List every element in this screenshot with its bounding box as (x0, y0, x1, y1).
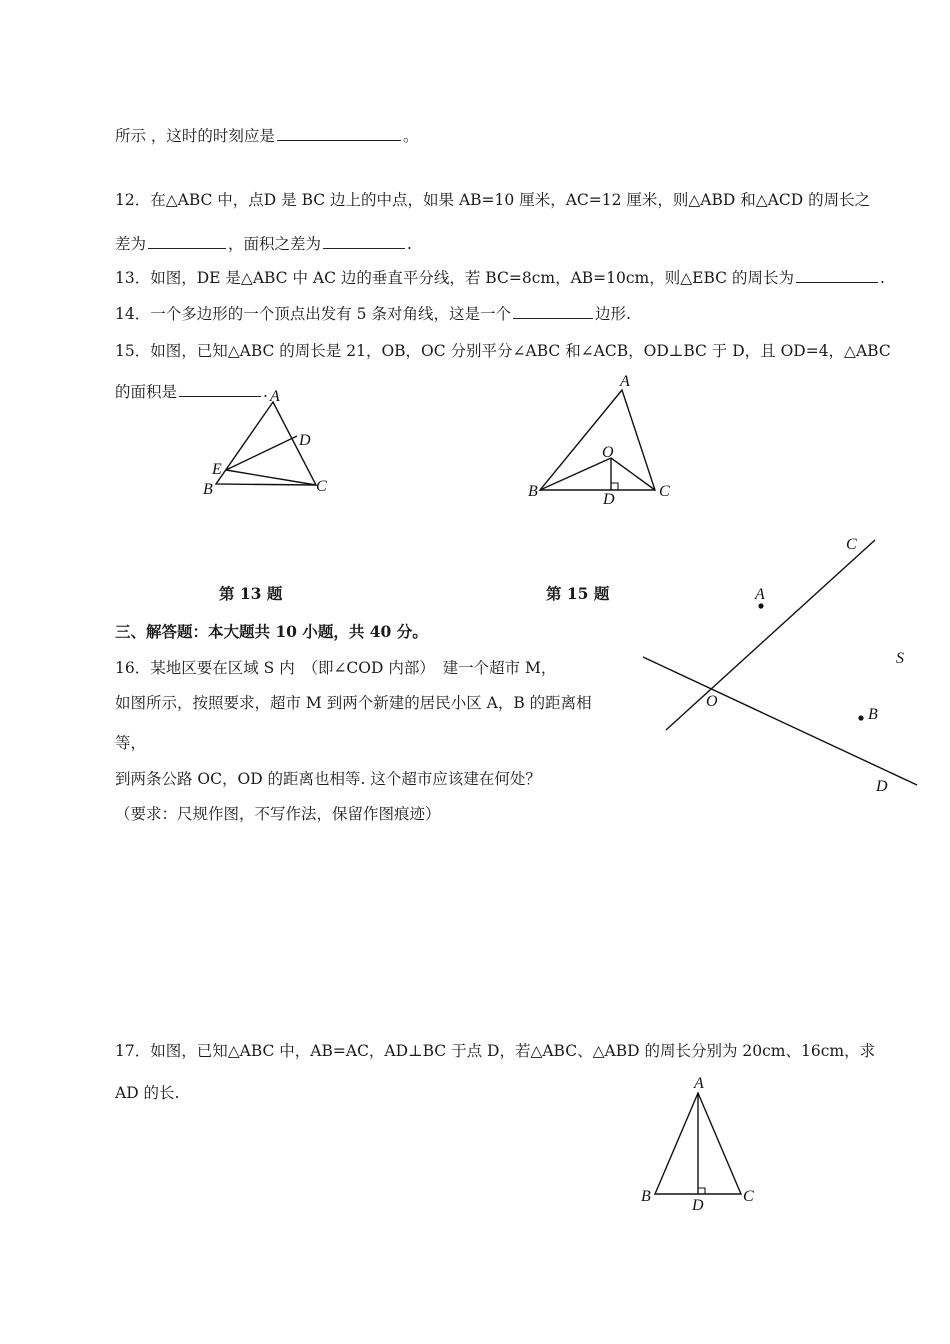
fig13-label-d: D (299, 432, 311, 449)
q13-blank[interactable] (796, 267, 878, 283)
q16-line5: （要求：尺规作图，不写作法，保留作图痕迹） (115, 805, 441, 823)
q13-end: . (879, 269, 885, 287)
q17-line2: AD 的长. (115, 1084, 180, 1102)
fig15-label-a: A (620, 373, 630, 390)
q11-answer-blank[interactable] (277, 125, 401, 141)
figure-q15 (520, 370, 680, 510)
q13-line (115, 266, 885, 288)
fig13-segment-ec (226, 470, 316, 485)
q16-line1: 16．某地区要在区域 S 内 （即∠COD 内部） 建一个超市 M， (115, 659, 557, 677)
fig16-label-o: O (706, 693, 718, 710)
caption-q13: 第 13 题 (219, 584, 283, 603)
fig17-label-a: A (694, 1075, 704, 1092)
figure-q16 (640, 530, 925, 805)
fig16-label-b: B (868, 706, 878, 723)
fig15-label-c: C (659, 483, 670, 500)
fig15-segment-ob (540, 458, 611, 490)
fig13-label-c: C (316, 478, 327, 495)
caption-q15: 第 15 题 (546, 584, 610, 603)
q12-text-c: . (407, 235, 412, 253)
fig13-label-a: A (270, 388, 280, 405)
q15-end: . (263, 383, 268, 401)
figure-q17 (630, 1070, 770, 1220)
q12-blank-area[interactable] (323, 233, 405, 249)
fig16-label-d: D (876, 778, 888, 795)
q15-text: 的面积是 (115, 383, 178, 401)
q16-line2: 如图所示，按照要求，超市 M 到两个新建的居民小区 A，B 的距离相 (115, 694, 592, 712)
q11-tail-text: 所示 ，这时的时刻应是 (115, 127, 275, 145)
fig15-right-angle-mark (611, 483, 618, 490)
q12-text-b: ，面积之差为 (228, 235, 322, 253)
q11-tail-end: 。 (402, 127, 419, 145)
fig15-label-d: D (603, 491, 615, 508)
fig16-label-s: S (896, 650, 904, 667)
q14-line (115, 302, 631, 324)
fig15-triangle-abc (540, 390, 655, 490)
fig13-label-e: E (212, 461, 222, 478)
fig17-right-angle-mark (698, 1188, 705, 1194)
q11-tail-line (115, 124, 418, 146)
q12-blank-perimeter[interactable] (148, 233, 226, 249)
q17-line1: 17．如图，已知△ABC 中，AB=AC，AD⊥BC 于点 D，若△ABC、△ABD 的周长分别为 20cm、16cm，求 (115, 1042, 876, 1060)
fig17-label-d: D (692, 1197, 704, 1214)
fig16-ray-oc (666, 540, 875, 730)
fig16-point-a (758, 603, 763, 608)
fig13-segment-ed (226, 436, 297, 470)
fig17-label-c: C (743, 1188, 754, 1205)
fig17-label-b: B (641, 1188, 651, 1205)
q16-line4: 到两条公路 OC，OD 的距离也相等. 这个超市应该建在何处？ (115, 770, 541, 788)
fig15-label-b: B (528, 483, 538, 500)
q14-end: 边形. (594, 305, 631, 323)
fig13-label-b: B (203, 481, 213, 498)
q14-blank[interactable] (513, 303, 593, 319)
section-3-heading: 三、解答题：本大题共 10 小题，共 40 分。 (115, 622, 428, 641)
q16-line3: 等， (115, 734, 147, 752)
q12-text-a: 差为 (115, 235, 147, 253)
q14-text: 14．一个多边形的一个顶点出发有 5 条对角线，这是一个 (115, 305, 511, 323)
fig16-label-c: C (846, 536, 857, 553)
q12-line2 (115, 232, 412, 254)
q15-line1: 15．如图，已知△ABC 的周长是 21，OB，OC 分别平分∠ABC 和∠ACB，OD⊥BC 于 D，且 OD=4，△ABC (115, 342, 891, 360)
figure-q13 (200, 385, 340, 500)
q12-line1: 12．在△ABC 中，点D 是 BC 边上的中点，如果 AB=10 厘米，AC=12 厘米，则△ABD 和△ACD 的周长之 (115, 191, 871, 209)
fig16-point-b (858, 715, 863, 720)
q13-text: 13．如图，DE 是△ABC 中 AC 边的垂直平分线，若 BC=8cm，AB=10cm，则△EBC 的周长为 (115, 269, 794, 287)
fig16-label-a: A (755, 586, 765, 603)
fig15-label-o: O (602, 444, 614, 461)
